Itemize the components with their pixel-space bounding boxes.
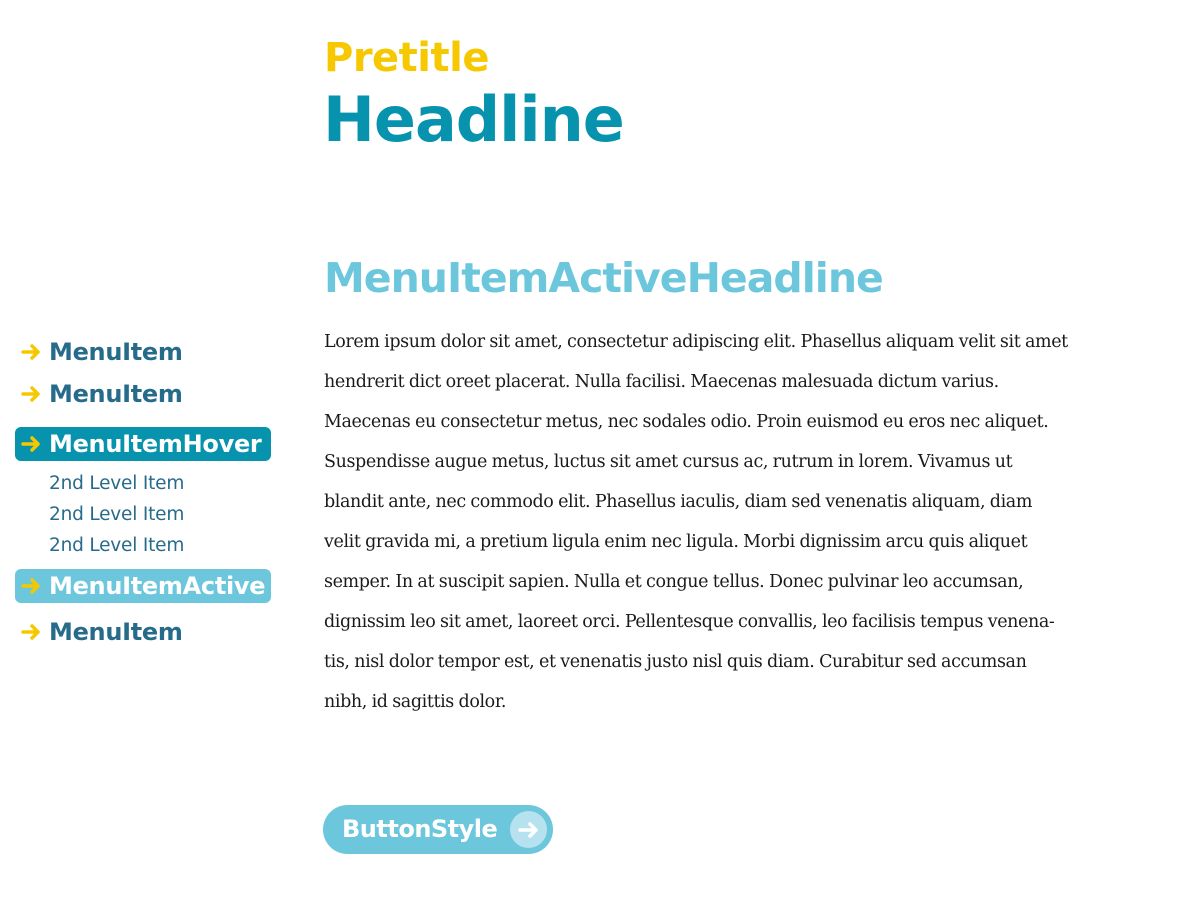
body-paragraph (324, 322, 1190, 722)
submenu-item-3[interactable]: 2nd Level Item (49, 535, 185, 556)
pretitle: Pretitle (324, 35, 489, 81)
body-line: Maecenas eu consectetur metus, nec sodales odio. Proin euismod eu eros nec aliquet. (324, 412, 1049, 432)
submenu-item-2[interactable]: 2nd Level Item (49, 504, 185, 525)
page-headline: Headline (323, 83, 624, 156)
menu-item-label: MenuItemActive (49, 572, 266, 600)
menu-item-label: MenuItem (49, 338, 183, 366)
menu-item-2[interactable] (15, 377, 271, 411)
body-line: blandit ante, nec commodo elit. Phasellus iaculis, diam sed venenatis aliquam, diam (324, 492, 1033, 512)
menu-item-5[interactable] (15, 615, 271, 649)
body-line: tis, nisl dolor tempor est, et venenatis justo nisl quis diam. Curabitur sed accumsan (324, 652, 1027, 672)
arrow-right-icon (21, 385, 43, 403)
arrow-right-icon (21, 435, 43, 453)
body-line: nibh, id sagittis dolor. (324, 692, 507, 712)
body-line: Suspendisse augue metus, luctus sit amet cursus ac, rutrum in lorem. Vivamus ut (324, 452, 1013, 472)
button-label: ButtonStyle (342, 815, 498, 843)
menu-item-label: MenuItem (49, 618, 183, 646)
arrow-right-icon (21, 623, 43, 641)
submenu-item-1[interactable]: 2nd Level Item (49, 473, 185, 494)
menu-item-label: MenuItemHover (49, 430, 262, 458)
sidebar-menu (0, 0, 290, 900)
menu-item-label: MenuItem (49, 380, 183, 408)
body-line: semper. In at suscipit sapien. Nulla et congue tellus. Donec pulvinar leo accumsan, (324, 572, 1024, 592)
menu-item-1[interactable] (15, 335, 271, 369)
body-line: hendrerit dict oreet placerat. Nulla facilisi. Maecenas malesuada dictum varius. (324, 372, 999, 392)
body-line: dignissim leo sit amet, laoreet orci. Pellentesque convallis, leo facilisis tempus venena- (324, 612, 1055, 632)
button-style-button[interactable] (323, 805, 553, 854)
body-line: velit gravida mi, a pretium ligula enim nec ligula. Morbi dignissim arcu quis aliquet (324, 532, 1028, 552)
section-headline: MenuItemActiveHeadline (324, 254, 883, 302)
arrow-right-icon (21, 343, 43, 361)
arrow-right-circle-icon (510, 811, 547, 848)
menu-item-active[interactable] (15, 569, 271, 603)
arrow-right-icon (21, 577, 43, 595)
menu-item-hover[interactable] (15, 427, 271, 461)
body-line: Lorem ipsum dolor sit amet, consectetur adipiscing elit. Phasellus aliquam velit sit amet (324, 332, 1068, 352)
